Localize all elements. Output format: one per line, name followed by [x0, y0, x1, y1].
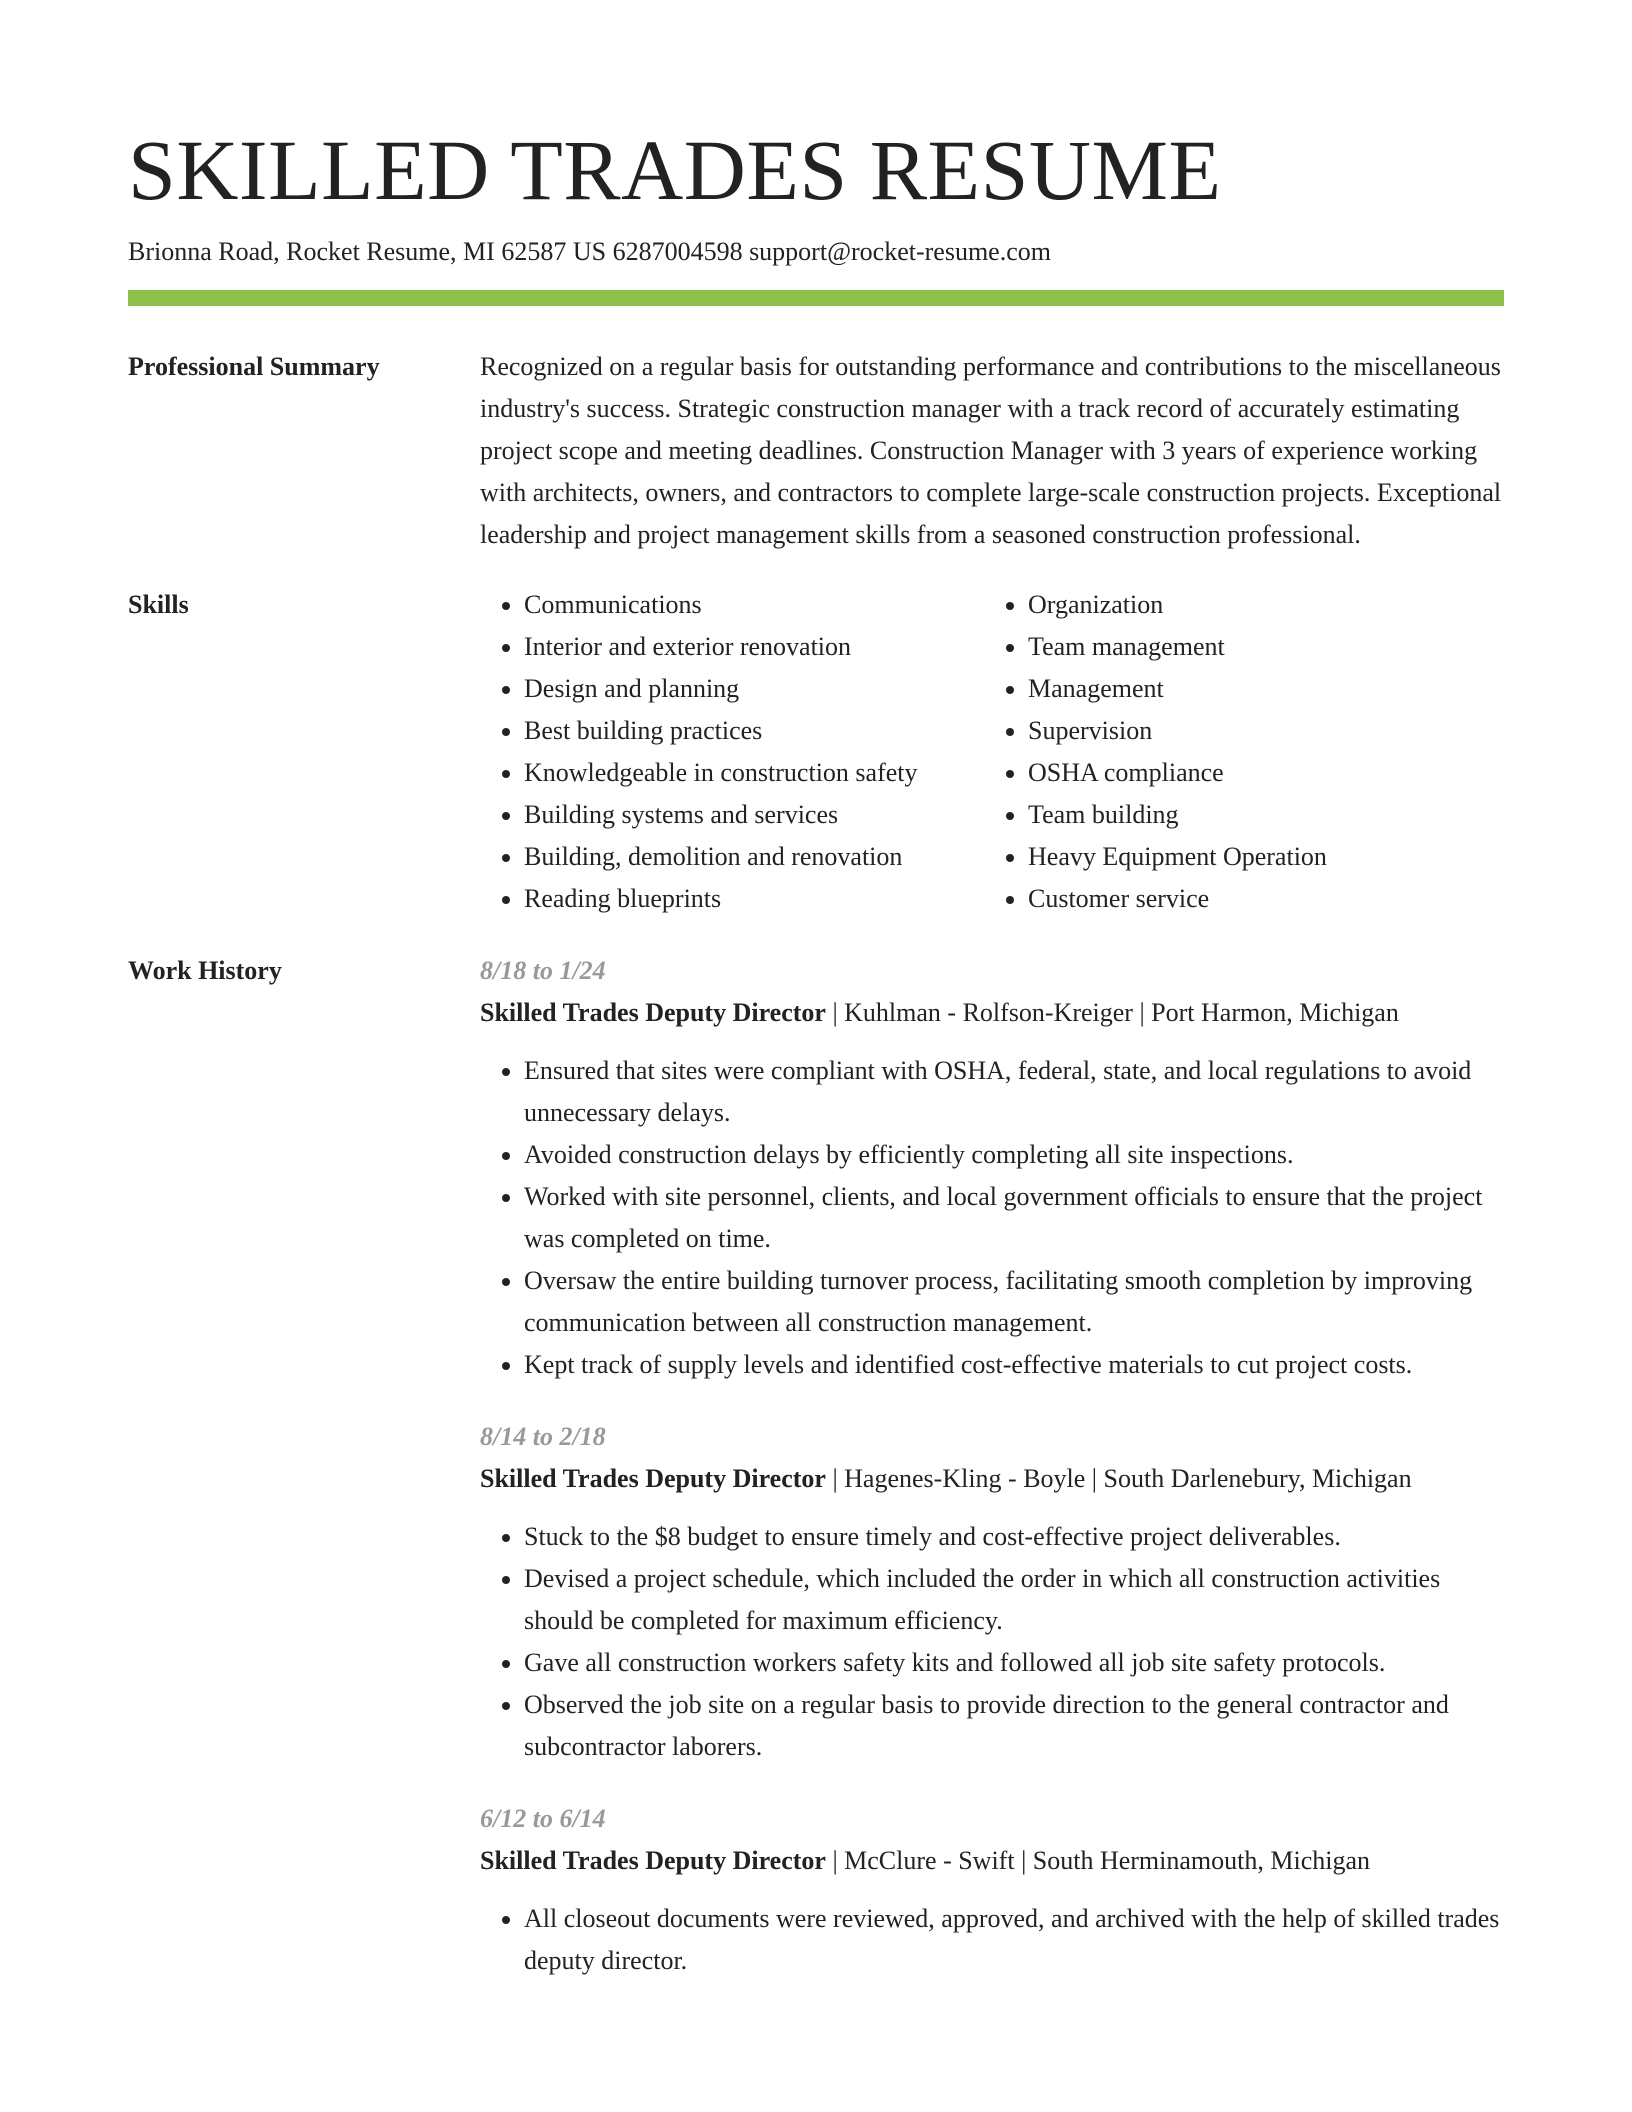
- skill-item: • Building systems and services: [524, 794, 984, 836]
- job-bullet: • Avoided construction delays by efficiently completing all site inspections.: [524, 1134, 1504, 1176]
- job-bullet: • Stuck to the $8 budget to ensure timely and cost-effective project deliverables.: [524, 1516, 1504, 1558]
- summary-text: Recognized on a regular basis for outstanding performance and contributions to the miscellaneous industry's success. Strategic construction manager with a track record of accurately estimating project scope and meeting deadlines. Construction Manager with 3 years of experience working with architects, owners, and contractors to complete large-scale construction projects. Exceptional leadership and project management skills from a seasoned construction professional.: [480, 352, 1502, 549]
- job-entry: [480, 1416, 1504, 1768]
- job-bullets: [480, 1050, 1504, 1386]
- job-details: | McClure - Swift | South Herminamouth, Michigan: [825, 1846, 1371, 1875]
- job-bullet: • Ensured that sites were compliant with OSHA, federal, state, and local regulations to avoid unnecessary delays.: [524, 1050, 1504, 1134]
- job-bullet: • Worked with site personnel, clients, and local government officials to ensure that the project was completed on time.: [524, 1176, 1504, 1260]
- skill-item: • Best building practices: [524, 710, 984, 752]
- job-details: | Hagenes-Kling - Boyle | South Darlenebury, Michigan: [825, 1464, 1412, 1493]
- skills-heading: Skills: [128, 590, 189, 619]
- job-dates: 6/12 to 6/14: [480, 1804, 606, 1833]
- skills-body: [480, 584, 1504, 920]
- skill-item: • Reading blueprints: [524, 878, 984, 920]
- skill-item: • OSHA compliance: [1028, 752, 1488, 794]
- skill-item: • Organization: [1028, 584, 1488, 626]
- skill-item: • Supervision: [1028, 710, 1488, 752]
- work-history-heading: Work History: [128, 956, 282, 985]
- job-header: [480, 992, 1504, 1034]
- skills-section: [128, 584, 1504, 920]
- job-bullet: • Gave all construction workers safety kits and followed all job site safety protocols.: [524, 1642, 1504, 1684]
- skill-item: • Interior and exterior renovation: [524, 626, 984, 668]
- job-dates: 8/18 to 1/24: [480, 956, 606, 985]
- job-bullet: • Devised a project schedule, which included the order in which all construction activities should be completed for maximum efficiency.: [524, 1558, 1504, 1642]
- contact-line: Brionna Road, Rocket Resume, MI 62587 US 6287004598 support@rocket-resume.com: [128, 237, 1051, 266]
- skill-item: • Team building: [1028, 794, 1488, 836]
- skill-item: • Customer service: [1028, 878, 1488, 920]
- resume-title: SKILLED TRADES RESUME: [128, 122, 1222, 218]
- job-title: Skilled Trades Deputy Director: [480, 1464, 826, 1493]
- job-dates: 8/14 to 2/18: [480, 1422, 606, 1451]
- job-entry: [480, 1798, 1504, 1982]
- skill-item: • Design and planning: [524, 668, 984, 710]
- job-header: [480, 1458, 1504, 1500]
- job-bullets: [480, 1898, 1504, 1982]
- job-bullet: • Kept track of supply levels and identified cost-effective materials to cut project costs.: [524, 1344, 1504, 1386]
- job-header: [480, 1840, 1504, 1882]
- skill-item: • Management: [1028, 668, 1488, 710]
- skill-item: • Knowledgeable in construction safety: [524, 752, 984, 794]
- summary-section: [128, 346, 1504, 556]
- job-bullet: • All closeout documents were reviewed, approved, and archived with the help of skilled trades deputy director.: [524, 1898, 1504, 1982]
- skills-columns: [480, 584, 1504, 920]
- job-title: Skilled Trades Deputy Director: [480, 998, 826, 1027]
- job-details: | Kuhlman - Rolfson-Kreiger | Port Harmon, Michigan: [825, 998, 1399, 1027]
- job-bullets: [480, 1516, 1504, 1768]
- accent-divider: [128, 290, 1504, 306]
- summary-heading: Professional Summary: [128, 352, 380, 381]
- work-history-section: [128, 950, 1504, 2012]
- skill-item: • Team management: [1028, 626, 1488, 668]
- skill-item: • Building, demolition and renovation: [524, 836, 984, 878]
- job-title: Skilled Trades Deputy Director: [480, 1846, 826, 1875]
- job-entry: [480, 950, 1504, 1386]
- skills-column-1: [480, 584, 984, 920]
- work-history-body: [480, 950, 1504, 2012]
- skill-item: • Heavy Equipment Operation: [1028, 836, 1488, 878]
- skill-item: • Communications: [524, 584, 984, 626]
- job-bullet: • Observed the job site on a regular basis to provide direction to the general contractor and subcontractor laborers.: [524, 1684, 1504, 1768]
- skills-column-2: [984, 584, 1488, 920]
- job-bullet: • Oversaw the entire building turnover process, facilitating smooth completion by improving communication between all construction management.: [524, 1260, 1504, 1344]
- summary-body: [480, 346, 1504, 556]
- resume-page: [128, 118, 1504, 2012]
